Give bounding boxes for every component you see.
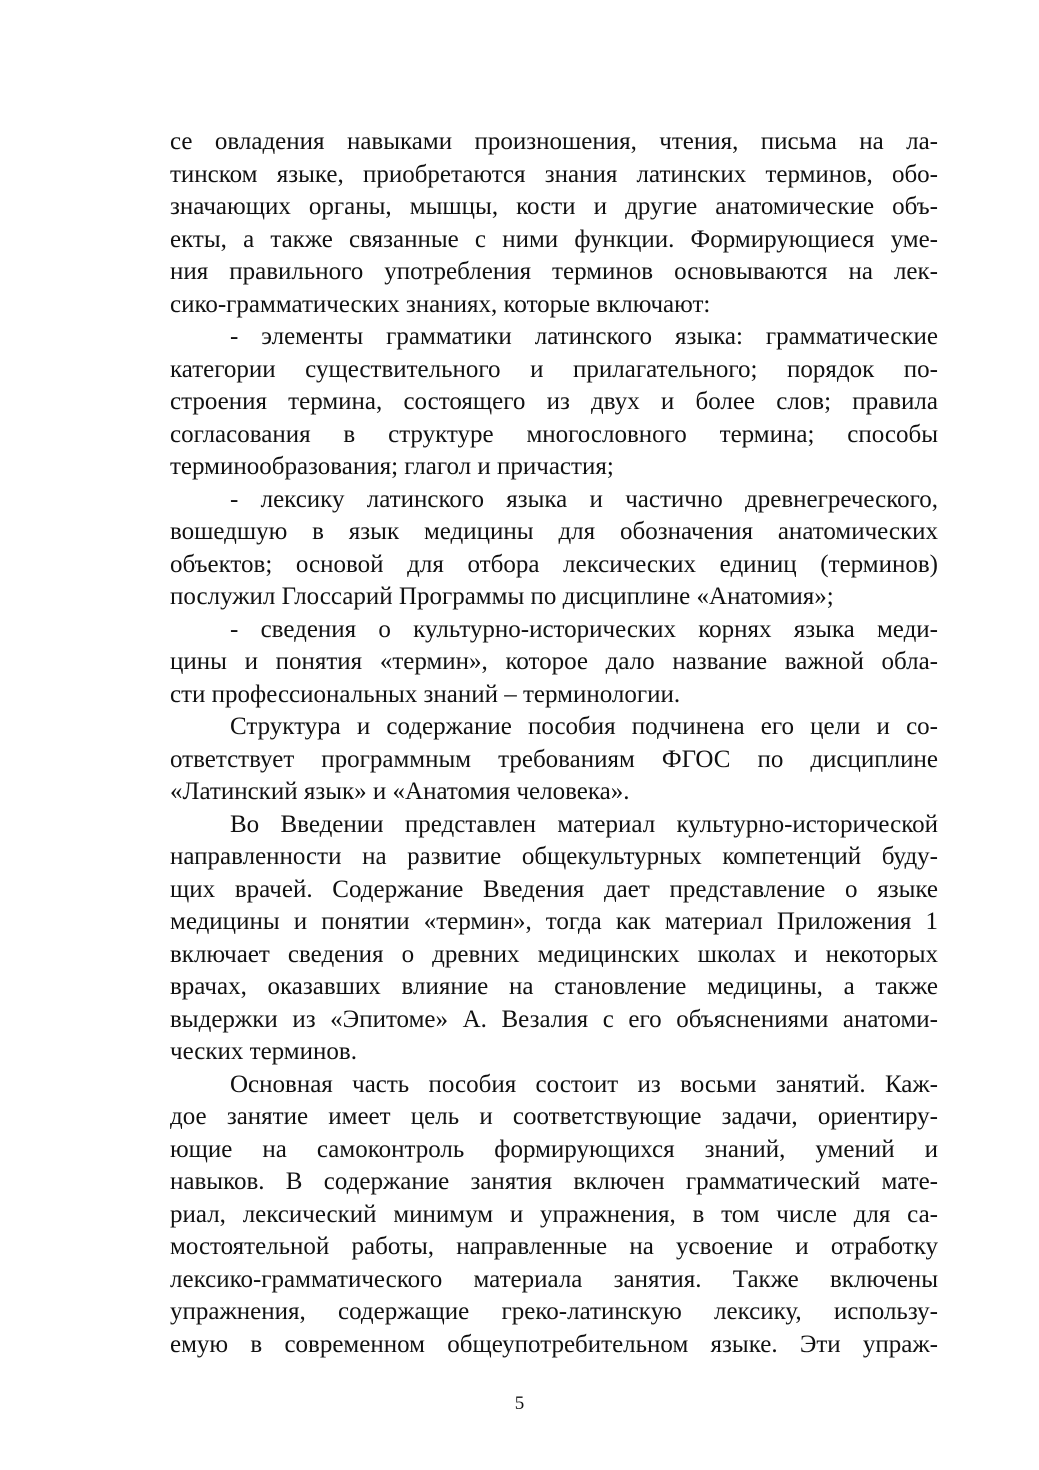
page-number: 5: [514, 1393, 525, 1414]
text-line: строения термина, состоящего из двух и более слов; правила: [170, 388, 938, 415]
text-line: екты, а также связанные с ними функции. Формирующиеся уме-: [170, 225, 938, 253]
text-line: мостоятельной работы, направленные на усвоение и отработку: [170, 1233, 938, 1260]
text-line: - сведения о культурно-исторических корнях языка меди-: [230, 615, 938, 643]
text-line: направленности на развитие общекультурных компетенций буду-: [170, 843, 938, 870]
text-line: се овладения навыками произношения, чтения, письма на ла-: [170, 128, 938, 155]
text-line: врачах, оказавших влияние на становление медицины, а также: [170, 973, 938, 1000]
text-line: ческих терминов.: [170, 1038, 357, 1065]
text-line: навыков. В содержание занятия включен грамматический мате-: [170, 1168, 938, 1195]
text-line: цины и понятия «термин», которое дало название важной обла-: [170, 648, 938, 675]
text-line: Структура и содержание пособия подчинена его цели и со-: [230, 713, 938, 740]
text-line: терминообразования; глагол и причастия;: [170, 453, 614, 480]
text-line: упражнения, содержащие греко-латинскую лексику, использу-: [170, 1298, 938, 1325]
text-line: категории существительного и прилагательного; порядок по-: [170, 355, 938, 383]
text-line: сико-грамматических знаниях, которые включают:: [170, 290, 711, 318]
text-line: Основная часть пособия состоит из восьми занятий. Каж-: [230, 1070, 938, 1098]
text-line: послужил Глоссарий Программы по дисциплине «Анатомия»;: [170, 583, 834, 610]
text-line: тинском языке, приобретаются знания латинских терминов, обо-: [170, 160, 938, 188]
text-line: значающих органы, мышцы, кости и другие анатомические объ-: [170, 193, 938, 220]
text-line: выдержки из «Эпитоме» А. Везалия с его объяснениями анатоми-: [170, 1005, 938, 1033]
text-line: сти профессиональных знаний – терминологии.: [170, 680, 681, 708]
text-line: медицины и понятии «термин», тогда как материал Приложения 1: [170, 908, 938, 935]
text-line: дое занятие имеет цель и соответствующие задачи, ориентиру-: [170, 1103, 938, 1130]
text-line: емую в современном общеупотребительном языке. Эти упраж-: [170, 1330, 938, 1358]
text-line: ответствует программным требованиям ФГОС по дисциплине: [170, 745, 938, 773]
text-line: ющие на самоконтроль формирующихся знаний, умений и: [170, 1135, 938, 1163]
text-line: риал, лексический минимум и упражнения, в том числе для са-: [170, 1200, 938, 1228]
text-line: вошедшую в язык медицины для обозначения анатомических: [170, 518, 938, 545]
body-text: [170, 126, 938, 1361]
text-line: щих врачей. Содержание Введения дает представление о языке: [170, 875, 938, 903]
text-line: «Латинский язык» и «Анатомия человека».: [170, 778, 630, 805]
text-line: ния правильного употребления терминов основываются на лек-: [170, 258, 938, 285]
text-line: Во Введении представлен материал культурно-исторической: [230, 810, 938, 838]
text-line: - лексику латинского языка и частично древнегреческого,: [230, 485, 938, 513]
text-line: включает сведения о древних медицинских школах и некоторых: [170, 940, 938, 968]
text-line: лексико-грамматического материала занятия. Также включены: [170, 1265, 938, 1293]
text-line: - элементы грамматики латинского языка: грамматические: [230, 323, 938, 350]
text-line: согласования в структуре многословного термина; способы: [170, 420, 938, 448]
text-line: объектов; основой для отбора лексических единиц (терминов): [170, 550, 938, 578]
